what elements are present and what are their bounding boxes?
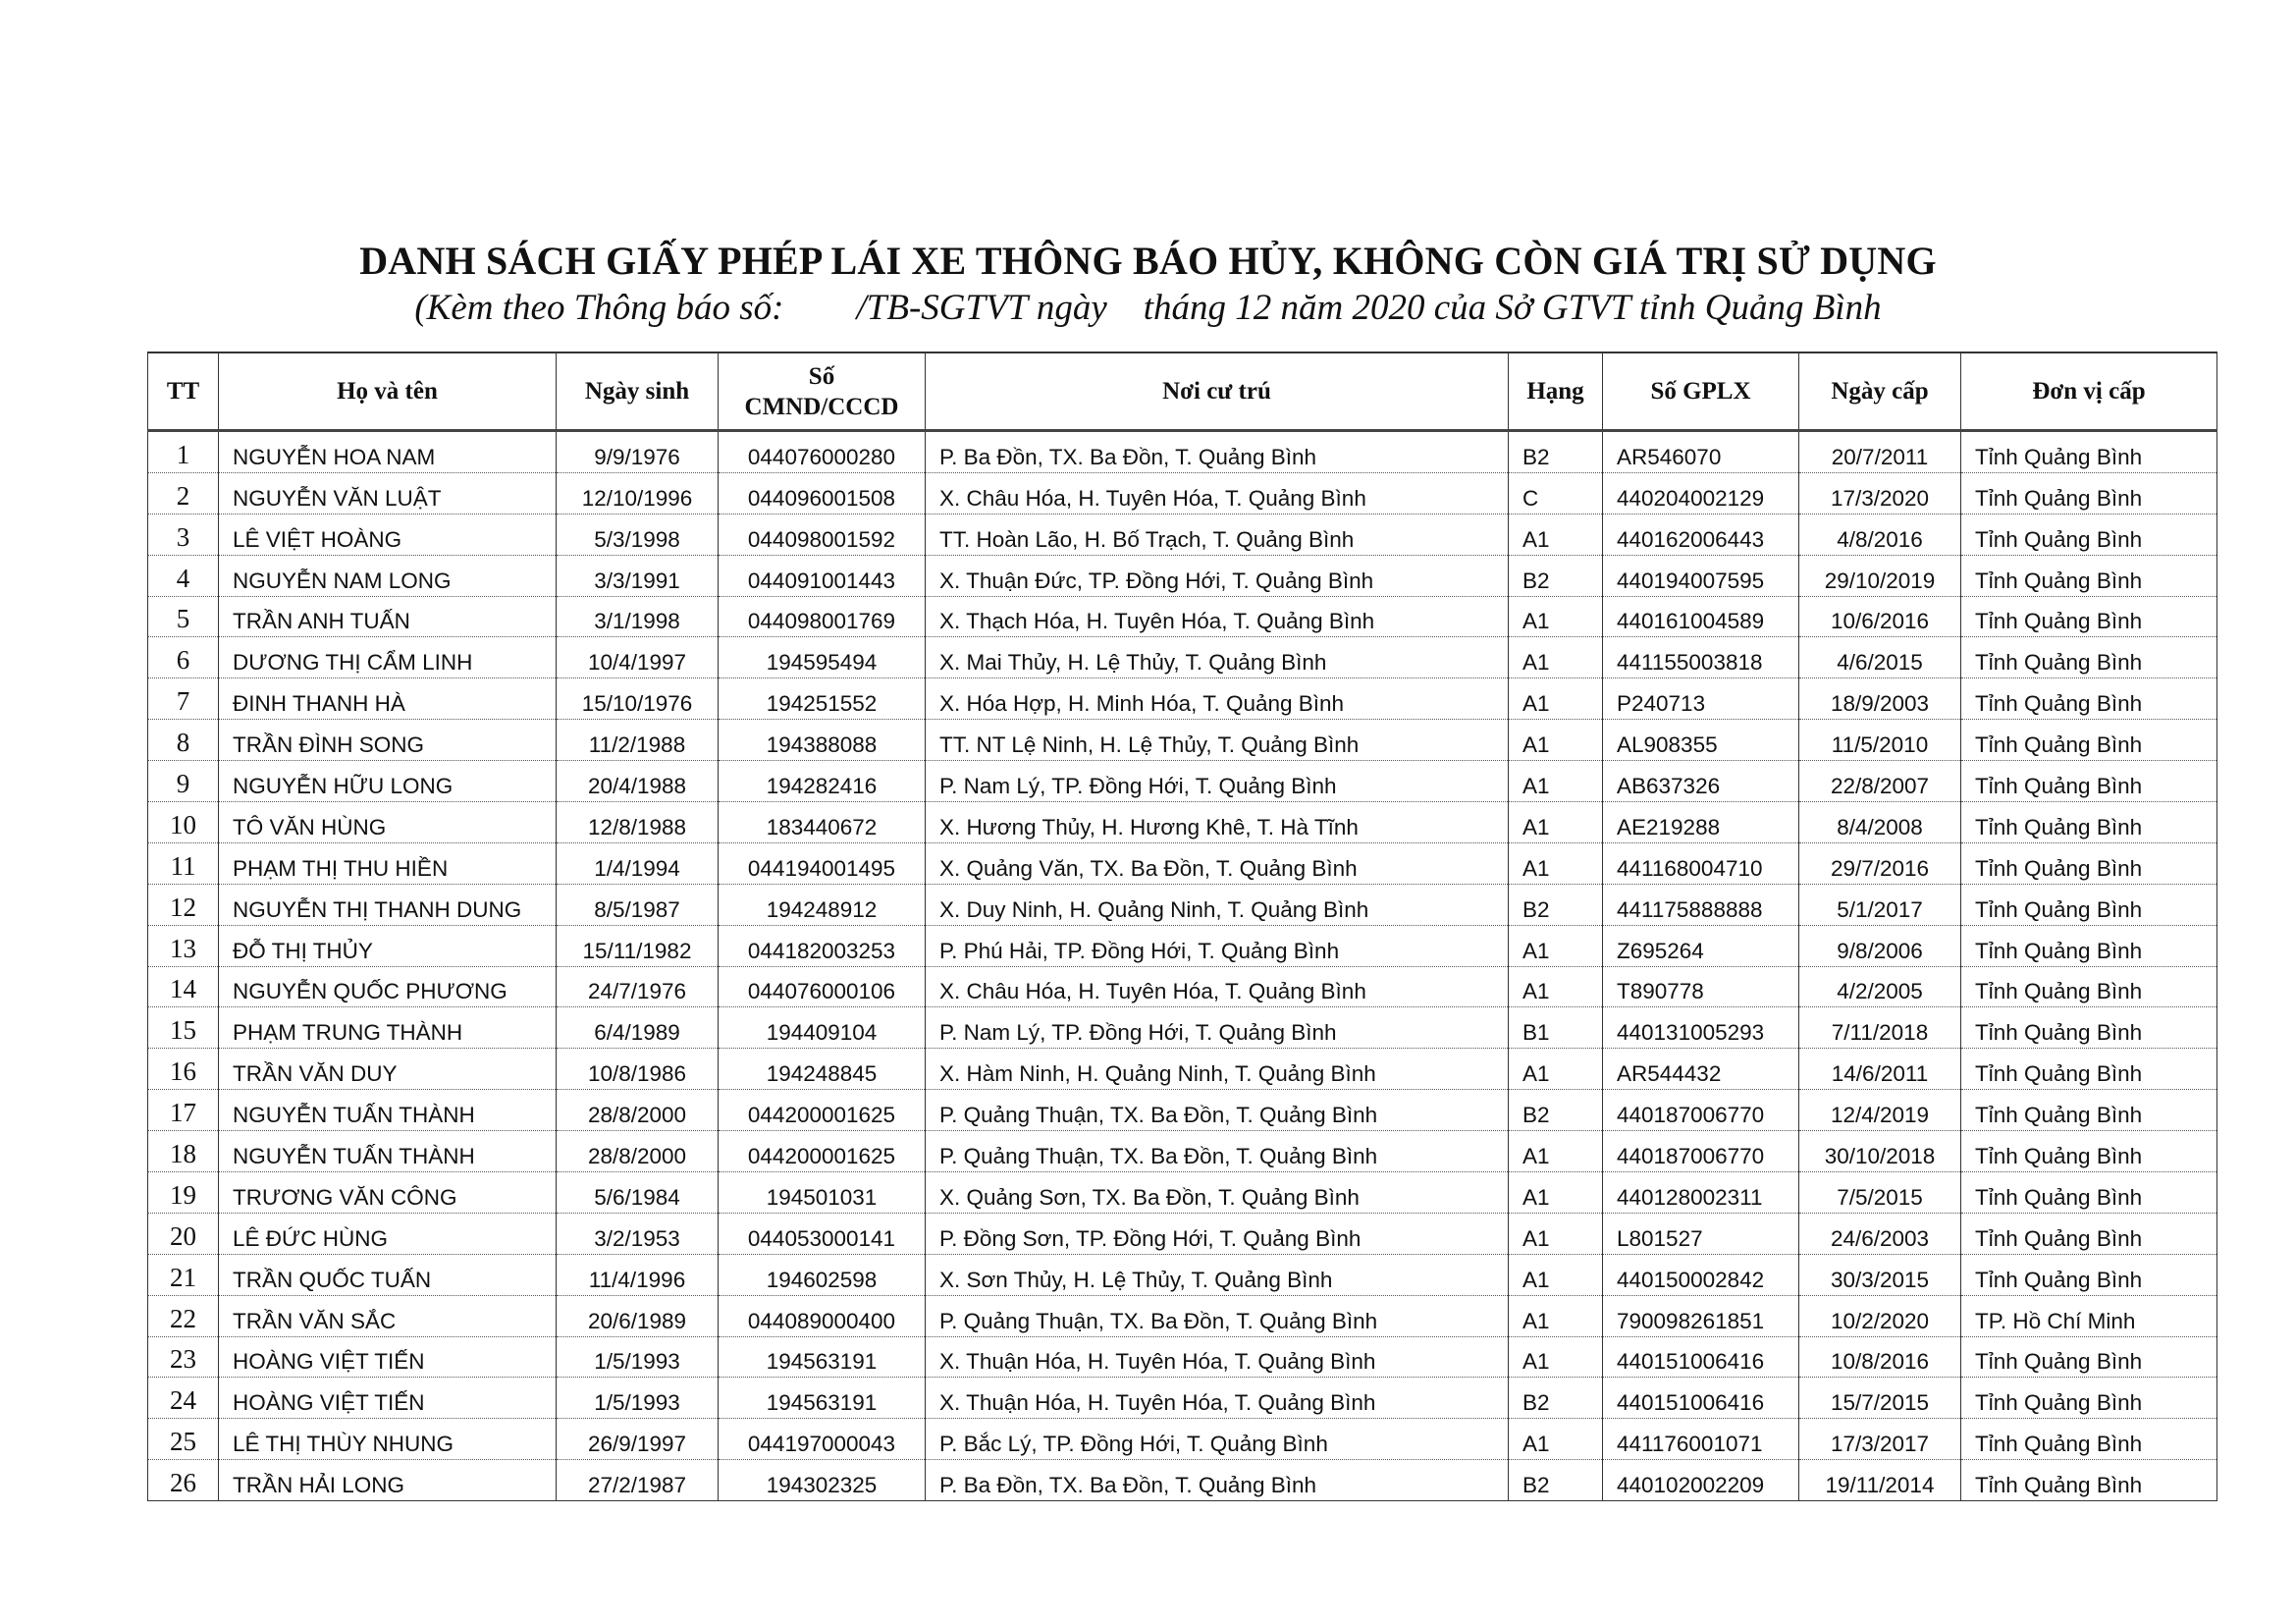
cell-name: DƯƠNG THỊ CẨM LINH	[219, 637, 557, 678]
cell-tt: 21	[148, 1254, 219, 1295]
cell-license-number: L801527	[1603, 1213, 1799, 1254]
cell-issuer: Tỉnh Quảng Bình	[1961, 1131, 2217, 1172]
license-table	[147, 352, 2217, 1501]
cell-name: LÊ ĐỨC HÙNG	[219, 1213, 557, 1254]
cell-id-number: 194563191	[719, 1378, 926, 1419]
cell-license-number: Z695264	[1603, 925, 1799, 966]
cell-residence: X. Thạch Hóa, H. Tuyên Hóa, T. Quảng Bình	[926, 596, 1509, 637]
cell-class: A1	[1509, 678, 1603, 720]
cell-residence: X. Thuận Đức, TP. Đồng Hới, T. Quảng Bình	[926, 555, 1509, 596]
table-row	[148, 1090, 2217, 1131]
cell-issue-date: 4/2/2005	[1799, 966, 1961, 1007]
cell-class: A1	[1509, 842, 1603, 884]
cell-license-number: 441175888888	[1603, 884, 1799, 925]
cell-tt: 8	[148, 720, 219, 761]
cell-tt: 10	[148, 802, 219, 843]
cell-issuer: Tỉnh Quảng Bình	[1961, 884, 2217, 925]
cell-license-number: 440151006416	[1603, 1336, 1799, 1378]
cell-issue-date: 30/10/2018	[1799, 1131, 1961, 1172]
cell-residence: X. Mai Thủy, H. Lệ Thủy, T. Quảng Bình	[926, 637, 1509, 678]
cell-name: TRẦN VĂN DUY	[219, 1049, 557, 1090]
cell-issuer: TP. Hồ Chí Minh	[1961, 1295, 2217, 1336]
cell-dob: 3/3/1991	[557, 555, 719, 596]
cell-license-number: AR544432	[1603, 1049, 1799, 1090]
cell-id-number: 044096001508	[719, 472, 926, 514]
cell-issuer: Tỉnh Quảng Bình	[1961, 1460, 2217, 1501]
cell-tt: 6	[148, 637, 219, 678]
cell-class: B2	[1509, 431, 1603, 473]
cell-issue-date: 7/5/2015	[1799, 1172, 1961, 1214]
cell-issuer: Tỉnh Quảng Bình	[1961, 1090, 2217, 1131]
cell-class: A1	[1509, 1254, 1603, 1295]
cell-id-number: 044182003253	[719, 925, 926, 966]
cell-tt: 1	[148, 431, 219, 473]
cell-issuer: Tỉnh Quảng Bình	[1961, 761, 2217, 802]
header-issuer: Đơn vị cấp	[1961, 352, 2217, 431]
cell-name: PHẠM TRUNG THÀNH	[219, 1007, 557, 1049]
cell-dob: 20/4/1988	[557, 761, 719, 802]
cell-class: B2	[1509, 884, 1603, 925]
cell-issue-date: 8/4/2008	[1799, 802, 1961, 843]
cell-issuer: Tỉnh Quảng Bình	[1961, 678, 2217, 720]
cell-issuer: Tỉnh Quảng Bình	[1961, 555, 2217, 596]
cell-residence: X. Quảng Văn, TX. Ba Đồn, T. Quảng Bình	[926, 842, 1509, 884]
cell-dob: 11/2/1988	[557, 720, 719, 761]
cell-tt: 18	[148, 1131, 219, 1172]
cell-dob: 28/8/2000	[557, 1131, 719, 1172]
cell-name: NGUYỄN TUẤN THÀNH	[219, 1131, 557, 1172]
cell-issue-date: 17/3/2017	[1799, 1419, 1961, 1460]
cell-id-number: 044076000280	[719, 431, 926, 473]
cell-issuer: Tỉnh Quảng Bình	[1961, 802, 2217, 843]
cell-dob: 24/7/1976	[557, 966, 719, 1007]
table-row	[148, 472, 2217, 514]
table-row	[148, 761, 2217, 802]
cell-tt: 3	[148, 514, 219, 555]
table-row	[148, 1172, 2217, 1214]
cell-class: A1	[1509, 1419, 1603, 1460]
cell-tt: 12	[148, 884, 219, 925]
header-id-line1: Số	[808, 362, 835, 390]
cell-dob: 1/4/1994	[557, 842, 719, 884]
cell-dob: 28/8/2000	[557, 1090, 719, 1131]
cell-class: A1	[1509, 514, 1603, 555]
cell-issue-date: 17/3/2020	[1799, 472, 1961, 514]
cell-residence: X. Châu Hóa, H. Tuyên Hóa, T. Quảng Bình	[926, 966, 1509, 1007]
cell-class: A1	[1509, 1295, 1603, 1336]
cell-issue-date: 10/2/2020	[1799, 1295, 1961, 1336]
cell-residence: X. Hương Thủy, H. Hương Khê, T. Hà Tĩnh	[926, 802, 1509, 843]
cell-residence: X. Quảng Sơn, TX. Ba Đồn, T. Quảng Bình	[926, 1172, 1509, 1214]
cell-id-number: 194248912	[719, 884, 926, 925]
cell-issuer: Tỉnh Quảng Bình	[1961, 842, 2217, 884]
table-row	[148, 802, 2217, 843]
cell-residence: X. Hóa Hợp, H. Minh Hóa, T. Quảng Bình	[926, 678, 1509, 720]
cell-id-number: 194409104	[719, 1007, 926, 1049]
cell-issuer: Tỉnh Quảng Bình	[1961, 1172, 2217, 1214]
table-row	[148, 1254, 2217, 1295]
cell-issue-date: 29/7/2016	[1799, 842, 1961, 884]
cell-class: B2	[1509, 555, 1603, 596]
cell-tt: 13	[148, 925, 219, 966]
cell-residence: P. Phú Hải, TP. Đồng Hới, T. Quảng Bình	[926, 925, 1509, 966]
cell-issue-date: 4/8/2016	[1799, 514, 1961, 555]
cell-dob: 10/8/1986	[557, 1049, 719, 1090]
cell-tt: 20	[148, 1213, 219, 1254]
cell-name: TRẦN HẢI LONG	[219, 1460, 557, 1501]
cell-class: B2	[1509, 1090, 1603, 1131]
table-row	[148, 637, 2217, 678]
cell-id-number: 044098001769	[719, 596, 926, 637]
cell-issue-date: 20/7/2011	[1799, 431, 1961, 473]
cell-dob: 1/5/1993	[557, 1336, 719, 1378]
cell-id-number: 194282416	[719, 761, 926, 802]
cell-license-number: AL908355	[1603, 720, 1799, 761]
cell-tt: 4	[148, 555, 219, 596]
cell-issuer: Tỉnh Quảng Bình	[1961, 966, 2217, 1007]
cell-license-number: P240713	[1603, 678, 1799, 720]
cell-residence: P. Bắc Lý, TP. Đồng Hới, T. Quảng Bình	[926, 1419, 1509, 1460]
cell-license-number: 441176001071	[1603, 1419, 1799, 1460]
table-row	[148, 884, 2217, 925]
table-row	[148, 596, 2217, 637]
table-row	[148, 966, 2217, 1007]
cell-issuer: Tỉnh Quảng Bình	[1961, 431, 2217, 473]
cell-residence: X. Thuận Hóa, H. Tuyên Hóa, T. Quảng Bình	[926, 1378, 1509, 1419]
cell-license-number: AB637326	[1603, 761, 1799, 802]
cell-name: ĐINH THANH HÀ	[219, 678, 557, 720]
cell-class: A1	[1509, 1336, 1603, 1378]
cell-license-number: 440204002129	[1603, 472, 1799, 514]
cell-tt: 5	[148, 596, 219, 637]
cell-tt: 2	[148, 472, 219, 514]
cell-name: NGUYỄN QUỐC PHƯƠNG	[219, 966, 557, 1007]
cell-issue-date: 7/11/2018	[1799, 1007, 1961, 1049]
cell-id-number: 194302325	[719, 1460, 926, 1501]
cell-name: LÊ THỊ THÙY NHUNG	[219, 1419, 557, 1460]
cell-issue-date: 14/6/2011	[1799, 1049, 1961, 1090]
cell-residence: P. Đồng Sơn, TP. Đồng Hới, T. Quảng Bình	[926, 1213, 1509, 1254]
table-row	[148, 514, 2217, 555]
cell-dob: 9/9/1976	[557, 431, 719, 473]
cell-dob: 1/5/1993	[557, 1378, 719, 1419]
cell-issuer: Tỉnh Quảng Bình	[1961, 720, 2217, 761]
cell-name: TRẦN ĐÌNH SONG	[219, 720, 557, 761]
cell-residence: TT. Hoàn Lão, H. Bố Trạch, T. Quảng Bình	[926, 514, 1509, 555]
cell-license-number: AE219288	[1603, 802, 1799, 843]
cell-name: NGUYỄN NAM LONG	[219, 555, 557, 596]
cell-issuer: Tỉnh Quảng Bình	[1961, 1007, 2217, 1049]
cell-dob: 5/3/1998	[557, 514, 719, 555]
cell-tt: 16	[148, 1049, 219, 1090]
table-row	[148, 1460, 2217, 1501]
cell-license-number: 440187006770	[1603, 1090, 1799, 1131]
cell-name: TRẦN QUỐC TUẤN	[219, 1254, 557, 1295]
cell-id-number: 044053000141	[719, 1213, 926, 1254]
cell-dob: 20/6/1989	[557, 1295, 719, 1336]
table-row	[148, 1131, 2217, 1172]
cell-issue-date: 5/1/2017	[1799, 884, 1961, 925]
cell-id-number: 194563191	[719, 1336, 926, 1378]
cell-license-number: 440151006416	[1603, 1378, 1799, 1419]
table-row	[148, 1295, 2217, 1336]
table-row	[148, 1378, 2217, 1419]
cell-issuer: Tỉnh Quảng Bình	[1961, 1336, 2217, 1378]
cell-issue-date: 9/8/2006	[1799, 925, 1961, 966]
cell-residence: X. Hàm Ninh, H. Quảng Ninh, T. Quảng Bình	[926, 1049, 1509, 1090]
table-row	[148, 1213, 2217, 1254]
header-id-line2: CMND/CCCD	[744, 393, 899, 420]
cell-id-number: 194602598	[719, 1254, 926, 1295]
cell-class: B1	[1509, 1007, 1603, 1049]
cell-license-number: T890778	[1603, 966, 1799, 1007]
cell-residence: P. Ba Đồn, TX. Ba Đồn, T. Quảng Bình	[926, 1460, 1509, 1501]
cell-license-number: 440194007595	[1603, 555, 1799, 596]
cell-dob: 27/2/1987	[557, 1460, 719, 1501]
cell-name: NGUYỄN HỮU LONG	[219, 761, 557, 802]
cell-residence: P. Nam Lý, TP. Đồng Hới, T. Quảng Bình	[926, 761, 1509, 802]
cell-dob: 5/6/1984	[557, 1172, 719, 1214]
cell-license-number: 440128002311	[1603, 1172, 1799, 1214]
cell-id-number: 044091001443	[719, 555, 926, 596]
cell-issue-date: 11/5/2010	[1799, 720, 1961, 761]
cell-class: A1	[1509, 637, 1603, 678]
cell-dob: 26/9/1997	[557, 1419, 719, 1460]
cell-license-number: 440162006443	[1603, 514, 1799, 555]
cell-issue-date: 10/6/2016	[1799, 596, 1961, 637]
header-id-number	[719, 352, 926, 431]
cell-id-number: 194248845	[719, 1049, 926, 1090]
cell-class: A1	[1509, 802, 1603, 843]
cell-residence: P. Quảng Thuận, TX. Ba Đồn, T. Quảng Bình	[926, 1131, 1509, 1172]
cell-id-number: 194251552	[719, 678, 926, 720]
cell-dob: 15/10/1976	[557, 678, 719, 720]
cell-residence: P. Quảng Thuận, TX. Ba Đồn, T. Quảng Bình	[926, 1295, 1509, 1336]
table-row	[148, 1336, 2217, 1378]
cell-residence: X. Sơn Thủy, H. Lệ Thủy, T. Quảng Bình	[926, 1254, 1509, 1295]
cell-dob: 15/11/1982	[557, 925, 719, 966]
cell-tt: 24	[148, 1378, 219, 1419]
cell-license-number: 440102002209	[1603, 1460, 1799, 1501]
cell-issue-date: 22/8/2007	[1799, 761, 1961, 802]
header-license-number: Số GPLX	[1603, 352, 1799, 431]
cell-residence: P. Nam Lý, TP. Đồng Hới, T. Quảng Bình	[926, 1007, 1509, 1049]
cell-dob: 3/2/1953	[557, 1213, 719, 1254]
header-class: Hạng	[1509, 352, 1603, 431]
cell-dob: 8/5/1987	[557, 884, 719, 925]
cell-name: NGUYỄN THỊ THANH DUNG	[219, 884, 557, 925]
cell-class: A1	[1509, 1131, 1603, 1172]
cell-residence: P. Quảng Thuận, TX. Ba Đồn, T. Quảng Bình	[926, 1090, 1509, 1131]
cell-class: A1	[1509, 925, 1603, 966]
cell-license-number: 440150002842	[1603, 1254, 1799, 1295]
cell-id-number: 044194001495	[719, 842, 926, 884]
cell-tt: 25	[148, 1419, 219, 1460]
cell-dob: 10/4/1997	[557, 637, 719, 678]
table-row	[148, 1007, 2217, 1049]
cell-name: HOÀNG VIỆT TIẾN	[219, 1378, 557, 1419]
cell-dob: 3/1/1998	[557, 596, 719, 637]
table-row	[148, 720, 2217, 761]
cell-tt: 14	[148, 966, 219, 1007]
cell-id-number: 194388088	[719, 720, 926, 761]
cell-id-number: 044098001592	[719, 514, 926, 555]
cell-issuer: Tỉnh Quảng Bình	[1961, 472, 2217, 514]
cell-class: A1	[1509, 1213, 1603, 1254]
cell-class: B2	[1509, 1378, 1603, 1419]
cell-class: A1	[1509, 596, 1603, 637]
header-tt: TT	[148, 352, 219, 431]
cell-class: A1	[1509, 720, 1603, 761]
cell-residence: X. Châu Hóa, H. Tuyên Hóa, T. Quảng Bình	[926, 472, 1509, 514]
cell-tt: 9	[148, 761, 219, 802]
cell-name: TRƯƠNG VĂN CÔNG	[219, 1172, 557, 1214]
cell-tt: 19	[148, 1172, 219, 1214]
table-header-row	[148, 352, 2217, 431]
cell-issuer: Tỉnh Quảng Bình	[1961, 1419, 2217, 1460]
cell-name: NGUYỄN HOA NAM	[219, 431, 557, 473]
cell-license-number: 440131005293	[1603, 1007, 1799, 1049]
cell-residence: P. Ba Đồn, TX. Ba Đồn, T. Quảng Bình	[926, 431, 1509, 473]
cell-issue-date: 19/11/2014	[1799, 1460, 1961, 1501]
cell-class: A1	[1509, 761, 1603, 802]
cell-name: TÔ VĂN HÙNG	[219, 802, 557, 843]
header-residence: Nơi cư trú	[926, 352, 1509, 431]
cell-license-number: 441155003818	[1603, 637, 1799, 678]
cell-dob: 12/8/1988	[557, 802, 719, 843]
cell-id-number: 044200001625	[719, 1131, 926, 1172]
cell-name: LÊ VIỆT HOÀNG	[219, 514, 557, 555]
cell-tt: 26	[148, 1460, 219, 1501]
cell-tt: 22	[148, 1295, 219, 1336]
cell-issue-date: 29/10/2019	[1799, 555, 1961, 596]
cell-id-number: 194501031	[719, 1172, 926, 1214]
cell-license-number: 790098261851	[1603, 1295, 1799, 1336]
cell-issue-date: 4/6/2015	[1799, 637, 1961, 678]
cell-issuer: Tỉnh Quảng Bình	[1961, 1213, 2217, 1254]
cell-dob: 11/4/1996	[557, 1254, 719, 1295]
table-row	[148, 1419, 2217, 1460]
cell-residence: X. Thuận Hóa, H. Tuyên Hóa, T. Quảng Bình	[926, 1336, 1509, 1378]
cell-license-number: 440187006770	[1603, 1131, 1799, 1172]
cell-id-number: 044076000106	[719, 966, 926, 1007]
cell-name: NGUYỄN VĂN LUẬT	[219, 472, 557, 514]
header-name: Họ và tên	[219, 352, 557, 431]
cell-name: TRẦN VĂN SẮC	[219, 1295, 557, 1336]
header-issue-date: Ngày cấp	[1799, 352, 1961, 431]
cell-class: A1	[1509, 966, 1603, 1007]
table-row	[148, 431, 2217, 473]
table-row	[148, 1049, 2217, 1090]
document-title: DANH SÁCH GIẤY PHÉP LÁI XE THÔNG BÁO HỦY, KHÔNG CÒN GIÁ TRỊ SỬ DỤNG	[359, 239, 1937, 283]
cell-name: PHẠM THỊ THU HIỀN	[219, 842, 557, 884]
cell-id-number: 044197000043	[719, 1419, 926, 1460]
cell-residence: TT. NT Lệ Ninh, H. Lệ Thủy, T. Quảng Bình	[926, 720, 1509, 761]
cell-name: HOÀNG VIỆT TIẾN	[219, 1336, 557, 1378]
cell-issue-date: 18/9/2003	[1799, 678, 1961, 720]
cell-class: A1	[1509, 1049, 1603, 1090]
cell-tt: 15	[148, 1007, 219, 1049]
cell-class: B2	[1509, 1460, 1603, 1501]
cell-dob: 12/10/1996	[557, 472, 719, 514]
cell-tt: 23	[148, 1336, 219, 1378]
cell-class: C	[1509, 472, 1603, 514]
cell-name: ĐỖ THỊ THỦY	[219, 925, 557, 966]
cell-dob: 6/4/1989	[557, 1007, 719, 1049]
table-row	[148, 678, 2217, 720]
cell-id-number: 044200001625	[719, 1090, 926, 1131]
cell-class: A1	[1509, 1172, 1603, 1214]
cell-id-number: 044089000400	[719, 1295, 926, 1336]
cell-issuer: Tỉnh Quảng Bình	[1961, 596, 2217, 637]
cell-issuer: Tỉnh Quảng Bình	[1961, 1378, 2217, 1419]
cell-issue-date: 24/6/2003	[1799, 1213, 1961, 1254]
cell-license-number: 441168004710	[1603, 842, 1799, 884]
table-row	[148, 555, 2217, 596]
cell-tt: 11	[148, 842, 219, 884]
cell-license-number: 440161004589	[1603, 596, 1799, 637]
cell-tt: 17	[148, 1090, 219, 1131]
table-row	[148, 842, 2217, 884]
cell-issuer: Tỉnh Quảng Bình	[1961, 514, 2217, 555]
cell-residence: X. Duy Ninh, H. Quảng Ninh, T. Quảng Bình	[926, 884, 1509, 925]
header-dob: Ngày sinh	[557, 352, 719, 431]
cell-tt: 7	[148, 678, 219, 720]
cell-id-number: 183440672	[719, 802, 926, 843]
cell-issue-date: 15/7/2015	[1799, 1378, 1961, 1419]
cell-name: NGUYỄN TUẤN THÀNH	[219, 1090, 557, 1131]
cell-issue-date: 10/8/2016	[1799, 1336, 1961, 1378]
cell-issuer: Tỉnh Quảng Bình	[1961, 925, 2217, 966]
cell-name: TRẦN ANH TUẤN	[219, 596, 557, 637]
cell-id-number: 194595494	[719, 637, 926, 678]
cell-issuer: Tỉnh Quảng Bình	[1961, 1254, 2217, 1295]
cell-license-number: AR546070	[1603, 431, 1799, 473]
cell-issuer: Tỉnh Quảng Bình	[1961, 637, 2217, 678]
cell-issue-date: 30/3/2015	[1799, 1254, 1961, 1295]
cell-issuer: Tỉnh Quảng Bình	[1961, 1049, 2217, 1090]
cell-issue-date: 12/4/2019	[1799, 1090, 1961, 1131]
table-row	[148, 925, 2217, 966]
document-subtitle: (Kèm theo Thông báo số: /TB-SGTVT ngày tháng 12 năm 2020 của Sở GTVT tỉnh Quảng Bình	[414, 288, 1882, 328]
